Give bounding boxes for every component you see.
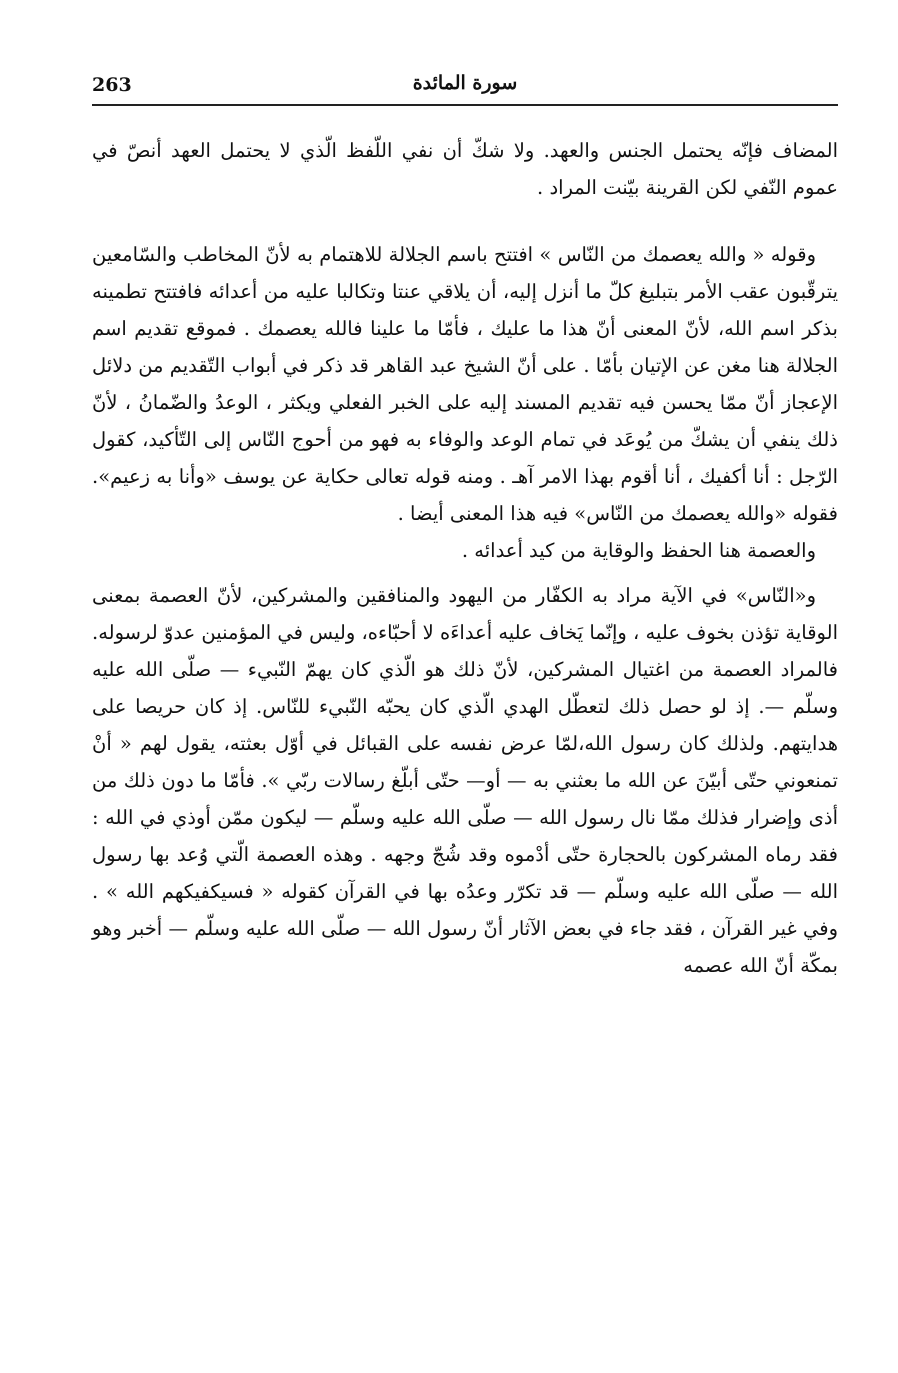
paragraph-4: و«النّاس» في الآية مراد به الكفّار من اليهود والمنافقين والمشركين، لأنّ العصمة بمعنى الوقاية تؤذن بخوف عليه ، وإنّما يَخاف عليه أعداءَه لا أحبّاءه، وليس في المؤمنين عدوّ لرسوله. فالمراد العصمة من اغتيال المشركين، لأنّ ذلك هو الّذي كان يهمّ النّبيء — صلّى الله عليه وسلّم —. إذ لو حصل ذلك لتعطّل الهدي الّذي كان يحبّه النّبيء للنّاس. إذ كان حريصا على هدايتهم. ولذلك كان رسول الله،لمّا عرض نفسه على القبائل في أوّل بعثته، يقول لهم « أنْ تمنعوني حتّى أبيّنَ عن الله ما بعثني به — أو— حتّى أبلّغ رسالات ربّي ». فأمّا ما دون ذلك من أذى وإضرار فذلك ممّا نال رسول الله — صلّى الله عليه وسلّم — ليكون ممّن أوذي في الله : فقد رماه المشركون بالحجارة حتّى أدْموه وقد شُجّ وجهه . وهذه العصمة الّتي وُعد بها رسول الله — صلّى الله عليه وسلّم — قد تكرّر وعدُه بها في القرآن كقوله « فسيكفيكهم الله » . وفي غير القرآن ، فقد جاء في بعض الآثار أنّ رسول الله — صلّى الله عليه وسلّم — أخبر وهو بمكّة أنّ الله عصمه xyxy=(92,584,838,977)
paragraph-gap xyxy=(92,569,838,577)
page-title: سورة المائدة xyxy=(412,72,518,94)
paragraph-2: وقوله « والله يعصمك من النّاس » افتتح باسم الجلالة للاهتمام به لأنّ المخاطب والسّامعين يترقّبون عقب الأمر بتبليغ كلّ ما أنزل إليه، أن يلاقي عنتا وتكالبا عليه من أعدائه فافتتح تطمينه بذكر اسم الله، لأنّ المعنى أنّ هذا ما عليك ، فأمّا ما علينا فالله يعصمك . فموقع تقديم اسم الجلالة هنا مغن عن الإتيان بأمّا . على أنّ الشيخ عبد القاهر قد ذكر في أبواب التّقديم من دلائل الإعجاز أنّ ممّا يحسن فيه تقديم المسند إليه على الخبر الفعلي ويكثر ، الوعدُ والضّمانُ ، لأنّ ذلك ينفي أن يشكّ من يُوعَد في تمام الوعد والوفاء به فهو من أحوج النّاس إلى التّأكيد، كقول الرّجل : أنا أكفيك ، أنا أقوم بهذا الامر آهـ . ومنه قوله تعالى حكاية عن يوسف «وأنا به زعيم». فقوله «والله يعصمك من النّاس» فيه هذا المعنى أيضا . xyxy=(92,243,838,525)
page-header xyxy=(92,72,838,102)
paragraph-gap xyxy=(92,206,838,236)
page-body xyxy=(92,132,838,984)
paragraph-1: المضاف فإنّه يحتمل الجنس والعهد. ولا شكّ أن نفي اللّفظ الّذي لا يحتمل العهد أنصّ في عموم النّفي لكن القرينة بيّنت المراد . xyxy=(92,139,838,199)
page-number: 263 xyxy=(92,74,132,96)
paragraph-3: والعصمة هنا الحفظ والوقاية من كيد أعدائه . xyxy=(461,539,816,562)
header-rule xyxy=(92,104,838,106)
